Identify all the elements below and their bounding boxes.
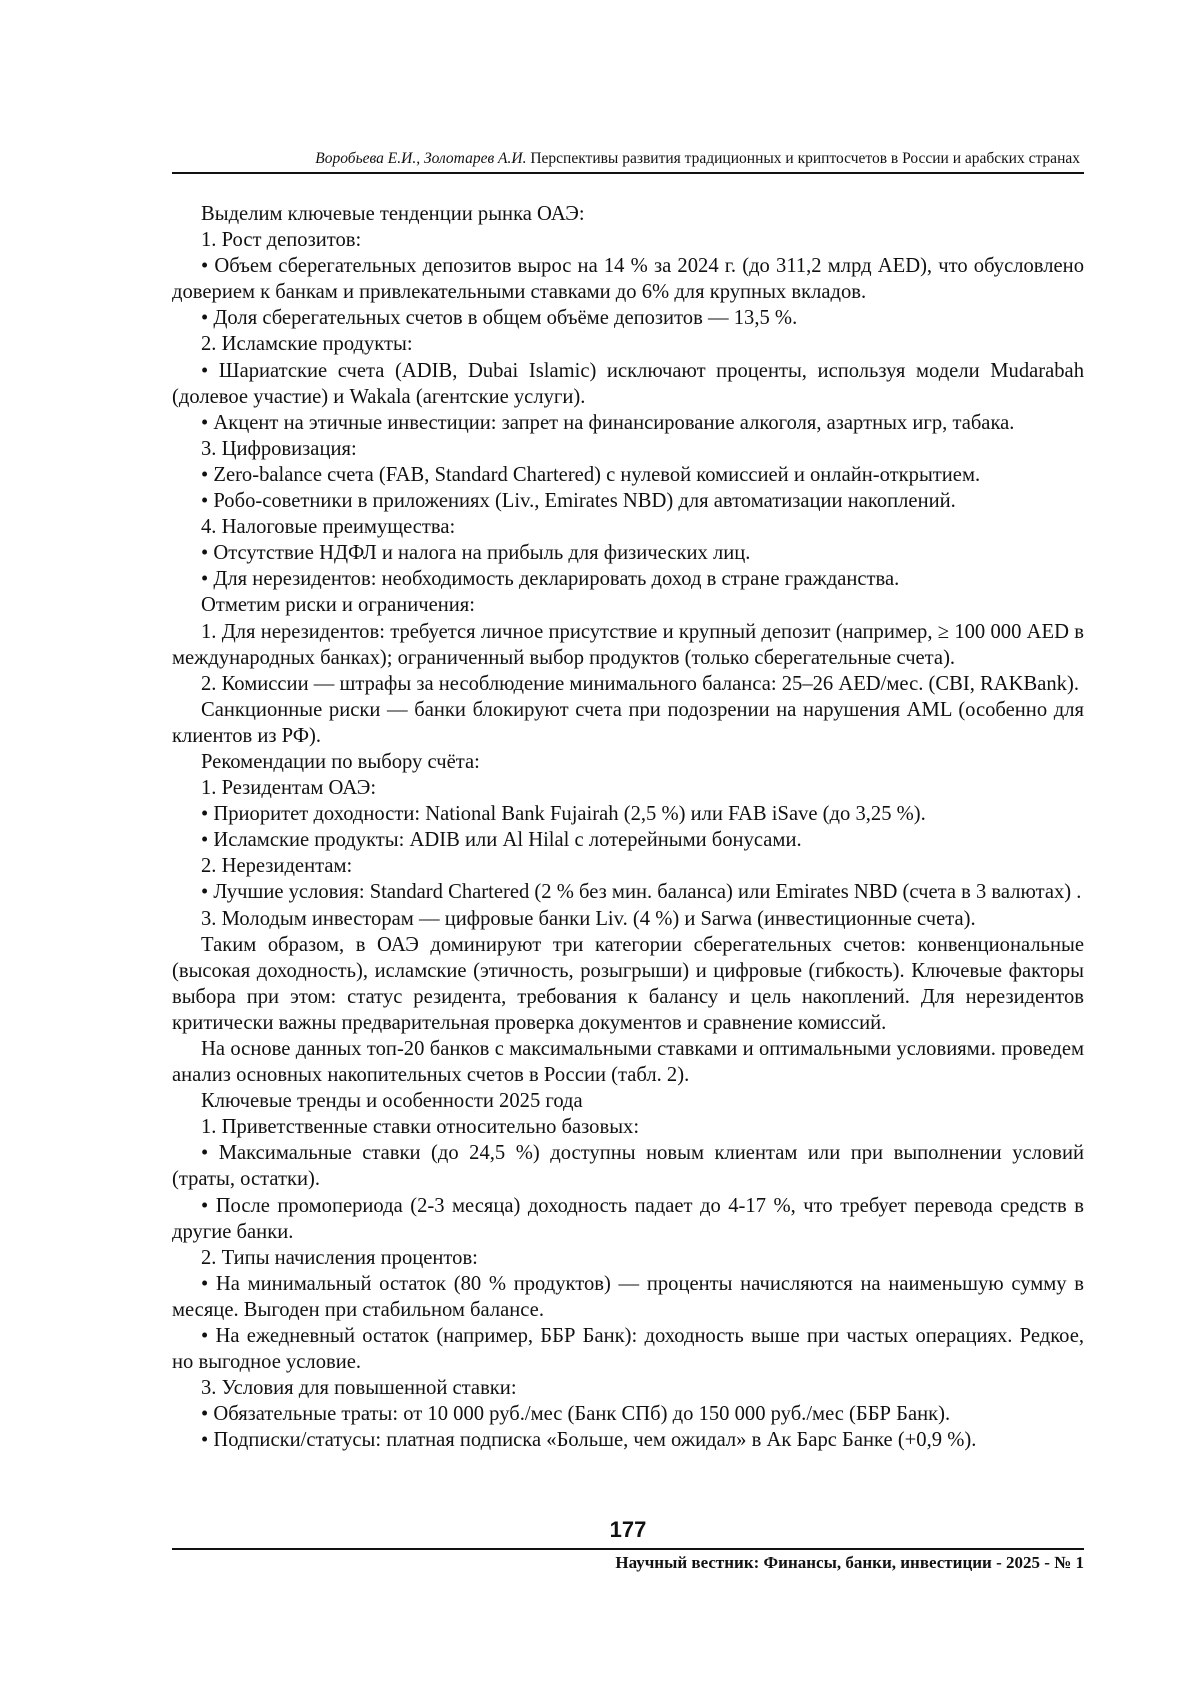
paragraph: • Исламские продукты: ADIB или Al Hilal с лотерейными бонусами. xyxy=(201,829,802,852)
paragraph: • Приоритет доходности: National Bank Fujairah (2,5 %) или FAB iSave (до 3,25 %). xyxy=(201,803,926,826)
paragraph: Отметим риски и ограничения: xyxy=(201,594,476,617)
paragraph: 3. Условия для повышенной ставки: xyxy=(201,1377,517,1400)
article-body xyxy=(172,201,1084,1454)
paragraph: 2. Типы начисления процентов: xyxy=(201,1246,478,1269)
paragraph: 2. Исламские продукты: xyxy=(201,333,413,356)
paragraph: 1. Для нерезидентов: требуется личное присутствие и крупный депозит (например, ≥ 100 000 AED в международных банках); ограниченный выбор продуктов (только сберегательные счета). xyxy=(172,620,1084,669)
journal-footer: Научный вестник: Финансы, банки, инвестиции - 2025 - № 1 xyxy=(615,1553,1084,1572)
paragraph: 4. Налоговые преимущества: xyxy=(201,516,456,539)
paragraph: Выделим ключевые тенденции рынка ОАЭ: xyxy=(201,203,585,225)
paragraph: 2. Нерезидентам: xyxy=(201,855,353,878)
paragraph: • Для нерезидентов: необходимость декларировать доход в стране гражданства. xyxy=(201,568,900,591)
paragraph: Санкционные риски — банки блокируют счета при подозрении на нарушения AML (особенно для клиентов из РФ). xyxy=(172,698,1084,747)
paragraph: Ключевые тренды и особенности 2025 года xyxy=(201,1090,583,1113)
footer-rule xyxy=(172,1548,1084,1550)
page-number: 177 xyxy=(609,1517,647,1542)
paragraph: • Объем сберегательных депозитов вырос на 14 % за 2024 г. (до 311,2 млрд AED), что обусловлено доверием к банкам и привлекательными ставками до 6% для крупных вкладов. xyxy=(172,255,1084,304)
paragraph: 1. Рост депозитов: xyxy=(201,229,362,252)
paragraph: 1. Приветственные ставки относительно базовых: xyxy=(201,1116,640,1139)
paragraph: На основе данных топ-20 банков с максимальными ставками и оптимальными условиями. проведем анализ основных накопительных счетов в России (табл. 2). xyxy=(172,1038,1084,1087)
paragraph: • Доля сберегательных счетов в общем объёме депозитов — 13,5 %. xyxy=(201,307,798,330)
paragraph: Таким образом, в ОАЭ доминируют три категории сберегательных счетов: конвенциональные (высокая доходность), исламские (этичность, розыгрыши) и цифровые (гибкость). Ключевые факторы выбора при этом: статус резидента, требования к балансу и цель накоплений. Для нерезидентов критически важны предварительная проверка документов и сравнение комиссий. xyxy=(172,933,1084,1034)
header-title: Перспективы развития традиционных и криптосчетов в России и арабских странах xyxy=(530,150,1080,167)
paragraph: • Обязательные траты: от 10 000 руб./мес (Банк СПб) до 150 000 руб./мес (ББР Банк). xyxy=(201,1403,951,1426)
paragraph: 3. Молодым инвесторам — цифровые банки Liv. (4 %) и Sarwa (инвестиционные счета). xyxy=(201,907,976,930)
paragraph: 1. Резидентам ОАЭ: xyxy=(201,777,377,800)
paragraph: • Лучшие условия: Standard Chartered (2 % без мин. баланса) или Emirates NBD (счета в 3 валютах) . xyxy=(201,881,1082,904)
paragraph: • Шариатские счета (ADIB, Dubai Islamic) исключают проценты, используя модели Mudarabah (долевое участие) и Wakala (агентские услуги). xyxy=(172,359,1084,408)
paragraph: • Отсутствие НДФЛ и налога на прибыль для физических лиц. xyxy=(201,542,751,565)
paragraph: • На минимальный остаток (80 % продуктов) — проценты начисляются на наименьшую сумму в месяце. Выгоден при стабильном балансе. xyxy=(172,1272,1084,1321)
paragraph: • Zero-balance счета (FAB, Standard Chartered) с нулевой комиссией и онлайн-открытием. xyxy=(201,463,981,486)
paragraph: • Подписки/статусы: платная подписка «Больше, чем ожидал» в Ак Барс Банке (+0,9 %). xyxy=(201,1429,977,1452)
header-rule xyxy=(172,172,1084,174)
paragraph: • Робо-советники в приложениях (Liv., Emirates NBD) для автоматизации накоплений. xyxy=(201,490,956,513)
paragraph: • После промопериода (2-3 месяца) доходность падает до 4-17 %, что требует перевода средств в другие банки. xyxy=(172,1194,1084,1243)
paragraph: Рекомендации по выбору счёта: xyxy=(201,750,480,773)
paragraph: 2. Комиссии — штрафы за несоблюдение минимального баланса: 25–26 AED/мес. (CBI, RAKBank). xyxy=(201,672,1079,695)
header-authors: Воробьева Е.И., Золотарев А.И. xyxy=(315,150,527,167)
paragraph: • Акцент на этичные инвестиции: запрет на финансирование алкоголя, азартных игр, табака. xyxy=(201,411,1015,434)
paragraph: • Максимальные ставки (до 24,5 %) доступны новым клиентам или при выполнении условий (траты, остатки). xyxy=(172,1142,1084,1191)
paragraph: • На ежедневный остаток (например, ББР Банк): доходность выше при частых операциях. Редкое, но выгодное условие. xyxy=(172,1325,1084,1374)
running-header xyxy=(172,149,1080,169)
paragraph: 3. Цифровизация: xyxy=(201,437,357,460)
